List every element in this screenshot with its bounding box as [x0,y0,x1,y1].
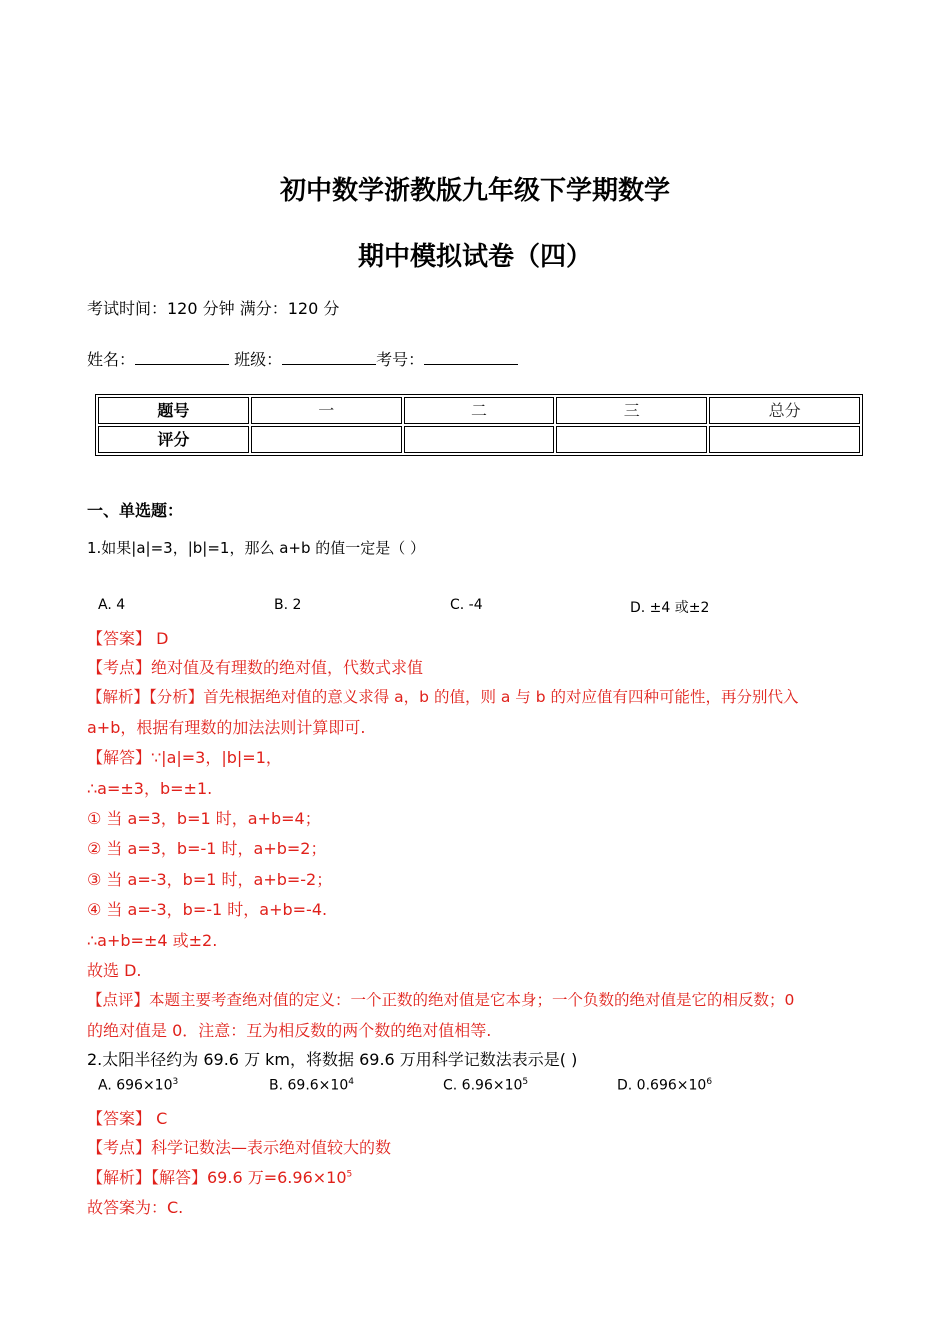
exam-info: 考试时间：120 分钟 满分：120 分 [87,299,340,318]
q2-analysis-exp: 5 [346,1169,353,1180]
q1-answer: 【答案】 D [87,629,169,648]
q2-option-a-exp: 3 [172,1077,179,1087]
name-blank[interactable] [135,350,229,365]
q2-option-c [443,1077,528,1094]
class-label: 班级： [234,350,283,369]
q2-option-b [269,1077,354,1094]
q1-option-a: A. 4 [98,597,126,613]
q2-analysis-base: 【解析】【解答】69.6 万=6.96×10 [87,1168,347,1187]
number-label: 考号： [376,350,425,369]
q2-option-d-base: D. 0.696×10 [617,1077,707,1094]
q2-option-c-base: C. 6.96×10 [443,1077,523,1094]
score-table-score-row [98,426,860,453]
q1-comment-line-1: 【点评】本题主要考查绝对值的定义：一个正数的绝对值是它本身；一个负数的绝对值是它的相反数；0 [87,991,795,1009]
q1-case-3: ③ 当 a=-3，b=1 时，a+b=-2； [87,870,333,889]
score-header-cell: 一 [251,397,402,424]
score-row-label: 评分 [98,426,249,453]
q2-option-d [617,1077,712,1094]
q2-analysis [87,1165,352,1188]
class-blank[interactable] [282,350,376,365]
q1-solution-line-2: ∴a=±3，b=±1. [87,779,213,798]
q2-option-a-base: A. 696×10 [98,1077,173,1094]
q2-option-b-base: B. 69.6×10 [269,1077,349,1094]
q2-stem: 2.太阳半径约为 69.6 万 km，将数据 69.6 万用科学记数法表示是( ) [87,1050,578,1069]
score-header-cell: 总分 [709,397,860,424]
title-line-1: 初中数学浙教版九年级下学期数学 [279,176,670,206]
q2-option-b-exp: 4 [348,1077,354,1087]
q1-stem: 1.如果|a|=3，|b|=1，那么 a+b 的值一定是（ ） [87,539,426,557]
q1-comment-line-2: 的绝对值是 0．注意：互为相反数的两个数的绝对值相等. [87,1021,492,1040]
q1-analysis-line-2: a+b，根据有理数的加法法则计算即可. [87,718,366,737]
score-cell[interactable] [556,426,707,453]
q2-option-d-exp: 6 [706,1077,713,1087]
name-label: 姓名： [87,350,136,369]
title-line-2: 期中模拟试卷（四） [357,242,592,272]
q2-answer: 【答案】 C [87,1109,168,1128]
number-blank[interactable] [424,350,518,365]
score-header-cell: 三 [556,397,707,424]
score-cell[interactable] [251,426,402,453]
student-info [87,347,518,370]
score-header-cell: 题号 [98,397,249,424]
q2-kaodian: 【考点】科学记数法—表示绝对值较大的数 [87,1138,392,1157]
q1-conclusion: ∴a+b=±4 或±2. [87,931,218,950]
score-cell[interactable] [404,426,555,453]
score-table [95,394,863,456]
q2-option-c-exp: 5 [522,1077,529,1087]
q1-solution-line-1: 【解答】∵|a|=3，|b|=1， [87,748,282,767]
q1-analysis-line-1: 【解析】【分析】首先根据绝对值的意义求得 a，b 的值，则 a 与 b 的对应值有四种可能性，再分别代入 [87,688,799,706]
score-cell[interactable] [709,426,860,453]
q1-option-d: D. ±4 或±2 [630,600,710,616]
q1-case-1: ① 当 a=3，b=1 时，a+b=4； [87,809,321,828]
score-table-header-row [98,397,860,424]
q2-conclusion: 故答案为：C. [87,1198,184,1217]
q1-case-4: ④ 当 a=-3，b=-1 时，a+b=-4. [87,900,328,919]
q1-case-2: ② 当 a=3，b=-1 时，a+b=2； [87,839,327,858]
section-title-single-choice: 一、单选题： [87,501,184,520]
score-header-cell: 二 [404,397,555,424]
q1-kaodian: 【考点】绝对值及有理数的绝对值，代数式求值 [87,658,424,677]
q2-option-a [98,1077,178,1094]
q1-choose: 故选 D. [87,961,142,980]
q1-option-c: C. -4 [450,597,483,613]
q1-option-b: B. 2 [274,597,302,613]
